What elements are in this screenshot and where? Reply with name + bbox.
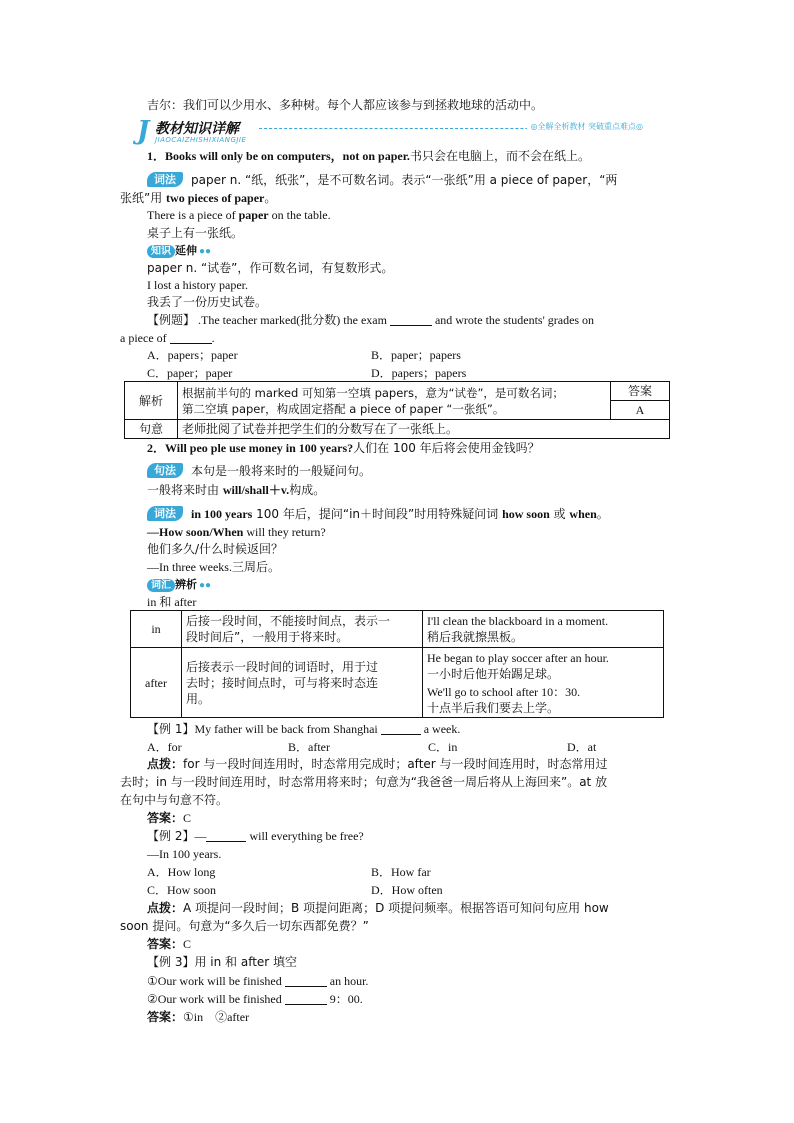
ext-tag-label: 知识	[151, 246, 171, 257]
ext-example-zh: 我丢了一份历史试卷。	[147, 295, 268, 309]
blank	[206, 829, 246, 842]
blank	[285, 974, 327, 987]
ex3-q2	[147, 991, 363, 1007]
after-desc-3: 用。	[186, 691, 211, 706]
section-header	[137, 118, 645, 146]
item1-note-a: paper n. “纸，纸张”，是不可数名词。表示“一张纸”用 a piece of paper，“两	[191, 173, 618, 187]
option-b: B．paper；papers	[371, 348, 461, 362]
item1-note-b-bold: two pieces of paper	[166, 191, 265, 205]
ex2-tip-label: 点拨：	[147, 901, 184, 915]
dots-icon: ●●	[199, 580, 212, 591]
compare-in-desc	[182, 611, 423, 648]
example-question	[147, 312, 594, 328]
cihui-tag-line	[147, 576, 211, 594]
jufa-note: 本句是一般将来时的一般疑问句。	[191, 464, 372, 478]
answer-zh: 三周后。	[231, 560, 280, 574]
item2-question-en	[147, 524, 326, 540]
ex2-label: 【例 2】	[147, 829, 195, 843]
ext-tag-line	[147, 242, 211, 260]
item2-sentence-en: 2．Will peo ple use money in 100 years?	[147, 441, 354, 455]
cihui-tag-after: 辨析	[175, 578, 197, 591]
item1-example-en	[147, 207, 331, 223]
ex3-answer-value: ①in ②after	[183, 1010, 250, 1024]
item2-cifa-line	[147, 506, 609, 522]
rule-bold: will/shall＋v.	[222, 483, 290, 497]
ex1-option-d: D．at	[567, 740, 597, 754]
item2-jufa-line	[147, 463, 371, 479]
ex1-tip-3: 在句中与句意不符。	[120, 793, 229, 807]
ex3-answer	[147, 1009, 249, 1025]
item2-sentence	[147, 440, 540, 456]
jufa-tag: 句法	[147, 463, 183, 478]
item1-ex-en-bold: paper	[238, 208, 269, 222]
answer-value: A	[611, 401, 670, 420]
example-question-cont	[120, 330, 215, 346]
compare-title: in 和 after	[147, 595, 197, 609]
after-desc-1: 后接表示一段时间的词语时，用于过	[186, 659, 379, 674]
question-rest: will they return?	[243, 525, 326, 539]
cifa-note-bold3: when	[569, 507, 597, 521]
ex1-tip-2: 去时；in 与一段时间连用时，时态常用将来时；句意为“我爸爸一周后将从上海回来”。at 放	[120, 775, 608, 789]
blank	[381, 722, 421, 735]
ex1-option-a: A．for	[147, 740, 182, 754]
ex1-tip-1-text: for 与一段时间连用时，时态常用完成时；after 与一段时间连用时，时态常用过	[183, 757, 608, 771]
blank	[285, 992, 327, 1005]
ex2-q-dash: —	[194, 829, 207, 843]
ex1-answer-value: C	[183, 811, 192, 825]
option-c: C．paper；paper	[147, 366, 233, 380]
blank	[170, 331, 212, 344]
item1-ex-en-pre: There is a piece of	[147, 208, 239, 222]
in-desc-1: 后接一段时间，不能接时间点，表示一	[186, 614, 391, 628]
ex3-label: 【例 3】	[147, 955, 195, 969]
item1-sentence	[147, 148, 590, 164]
analysis-text	[178, 382, 611, 420]
question-bold: —How soon/When	[147, 525, 244, 539]
ex1-question	[147, 721, 460, 737]
ex1-q-pre: My father will be back from Shanghai	[194, 722, 381, 736]
ext-tag	[147, 245, 175, 258]
intro-line: 吉尔：我们可以少用水、多种树。每个人都应该参与到拯救地球的活动中。	[147, 98, 544, 112]
ex1-answer	[147, 810, 191, 826]
example-label: 【例题】	[147, 313, 196, 327]
item1-ex-en-post: on the table.	[268, 208, 331, 222]
ex1-tip-label: 点拨：	[147, 757, 184, 771]
ex2-reply: —In 100 years.	[147, 847, 222, 861]
ex2-tip-2: soon 提问。句意为“多久后一切东西都免费？”	[120, 919, 369, 933]
analysis-text-2: 第二空填 paper，构成固定搭配 a piece of paper “一张纸”。	[182, 401, 505, 416]
item2-answer	[147, 559, 280, 575]
ex1-answer-label: 答案：	[147, 811, 184, 825]
in-ex-zh: 稍后我就擦黑板。	[427, 630, 524, 644]
example-q3: a piece of	[120, 331, 170, 345]
item1-note-b-post: 。	[264, 191, 277, 205]
section-logo-icon: J	[137, 116, 150, 146]
compare-after-desc	[182, 648, 423, 718]
ex2-answer	[147, 936, 191, 952]
ex1-q-post: a week.	[420, 722, 461, 736]
ex2-option-a: A．How long	[147, 865, 216, 879]
after-desc-2: 去时；接时间点时，可与将来时态连	[186, 675, 379, 690]
ex2-answer-label: 答案：	[147, 937, 184, 951]
cifa-note-bold2: how soon	[502, 507, 550, 521]
ex1-tip-1	[147, 756, 608, 772]
cifa-note-end: 。	[596, 507, 609, 521]
cifa-tag-2: 词法	[147, 506, 183, 521]
cifa-note-bold1: in 100 years	[191, 507, 253, 521]
dots-icon: ●●	[199, 246, 212, 257]
compare-in-label: in	[131, 611, 182, 648]
item1-sentence-zh: 书只会在电脑上，而不会在纸上。	[409, 149, 590, 163]
blank	[390, 313, 432, 326]
analysis-text-1: 根据前半句的 marked 可知第一空填 papers，意为“试卷”，是可数名词；	[182, 385, 564, 400]
section-slogan: ◎全解全析教材 突破重点难点◎	[527, 121, 643, 132]
cihui-tag	[147, 579, 175, 592]
meaning-text: 老师批阅了试卷并把学生们的分数写在了一张纸上。	[178, 420, 670, 439]
ex2-question	[147, 828, 364, 844]
compare-after-label: after	[131, 648, 182, 718]
ex3-q1	[147, 973, 368, 989]
item1-note-b	[120, 190, 276, 206]
item2-question-zh: 他们多久/什么时候返回？	[147, 542, 284, 556]
item1-sentence-en: 1．Books will only be on computers，not on paper.	[147, 149, 410, 163]
ex3-q2-pre: ②Our work will be finished	[147, 992, 285, 1006]
ex2-option-c: C．How soon	[147, 883, 217, 897]
ex1-option-c: C．in	[428, 740, 458, 754]
section-pinyin: JIAOCAIZHISHIXIANGJIE	[155, 136, 247, 144]
ext-example-en: I lost a history paper.	[147, 278, 248, 292]
cifa-tag: 词法	[147, 172, 183, 187]
ex2-tip-1-text: A 项提问一段时间；B 项提问距离；D 项提问频率。根据答语可知问句应用 how	[183, 901, 609, 915]
example-q3-end: .	[211, 331, 215, 345]
example-q1: .The teacher marked(批分数) the exam	[195, 313, 390, 327]
cifa-note-or: 或	[549, 507, 570, 521]
example-q2: and wrote the students' grades on	[431, 313, 595, 327]
option-d: D．papers；papers	[371, 366, 467, 380]
in-ex-en: I'll clean the blackboard in a moment.	[427, 614, 609, 628]
section-title: 教材知识详解	[155, 121, 239, 137]
answer-en: —In three weeks.	[147, 560, 232, 574]
ex3-title	[147, 954, 297, 970]
item1-cifa-line	[147, 172, 617, 188]
ex2-option-d: D．How often	[371, 883, 443, 897]
answer-label: 答案	[611, 382, 670, 401]
meaning-label: 句意	[125, 420, 178, 439]
ex3-title-text: 用 in 和 after 填空	[194, 955, 298, 969]
ex3-q2-post: 9：00.	[326, 992, 363, 1006]
ext-tag-after: 延伸	[175, 244, 197, 257]
after-ex2-zh: 十点半后我们要去上学。	[427, 700, 560, 715]
after-ex1-en: He began to play soccer after an hour.	[427, 650, 609, 665]
ex2-tip-1	[147, 900, 609, 916]
cihui-tag-label: 词汇	[151, 580, 171, 591]
ex1-label: 【例 1】	[147, 722, 195, 736]
option-a: A．papers；paper	[147, 348, 238, 362]
after-ex2-en: We'll go to school after 10：30.	[427, 684, 581, 699]
in-desc-2: 段时间后”，一般用于将来时。	[186, 630, 349, 644]
compare-table	[130, 610, 664, 718]
item2-rule	[147, 482, 325, 498]
ex1-option-b: B．after	[288, 740, 330, 754]
ex3-answer-label: 答案：	[147, 1010, 184, 1024]
item1-note-b-pre: 张纸”用	[120, 191, 167, 205]
ex2-answer-value: C	[183, 937, 192, 951]
ex3-q1-post: an hour.	[326, 974, 369, 988]
ex3-q1-pre: ①Our work will be finished	[147, 974, 285, 988]
cifa-note-mid: 100 年后，提问“in＋时间段”时用特殊疑问词	[252, 507, 503, 521]
rule-pre: 一般将来时由	[147, 483, 223, 497]
ex2-option-b: B．How far	[371, 865, 431, 879]
analysis-label: 解析	[125, 382, 178, 420]
analysis-table	[124, 381, 670, 439]
compare-in-example	[423, 611, 664, 648]
item1-example-zh: 桌子上有一张纸。	[147, 226, 244, 240]
ex2-q-post: will everything be free?	[246, 829, 364, 843]
rule-post: 构成。	[289, 483, 326, 497]
ext-note: paper n. “试卷”，作可数名词，有复数形式。	[147, 261, 394, 275]
after-ex1-zh: 一小时后他开始踢足球。	[427, 666, 560, 681]
item2-sentence-zh: 人们在 100 年后将会使用金钱吗？	[353, 441, 540, 455]
compare-after-example	[423, 648, 664, 718]
